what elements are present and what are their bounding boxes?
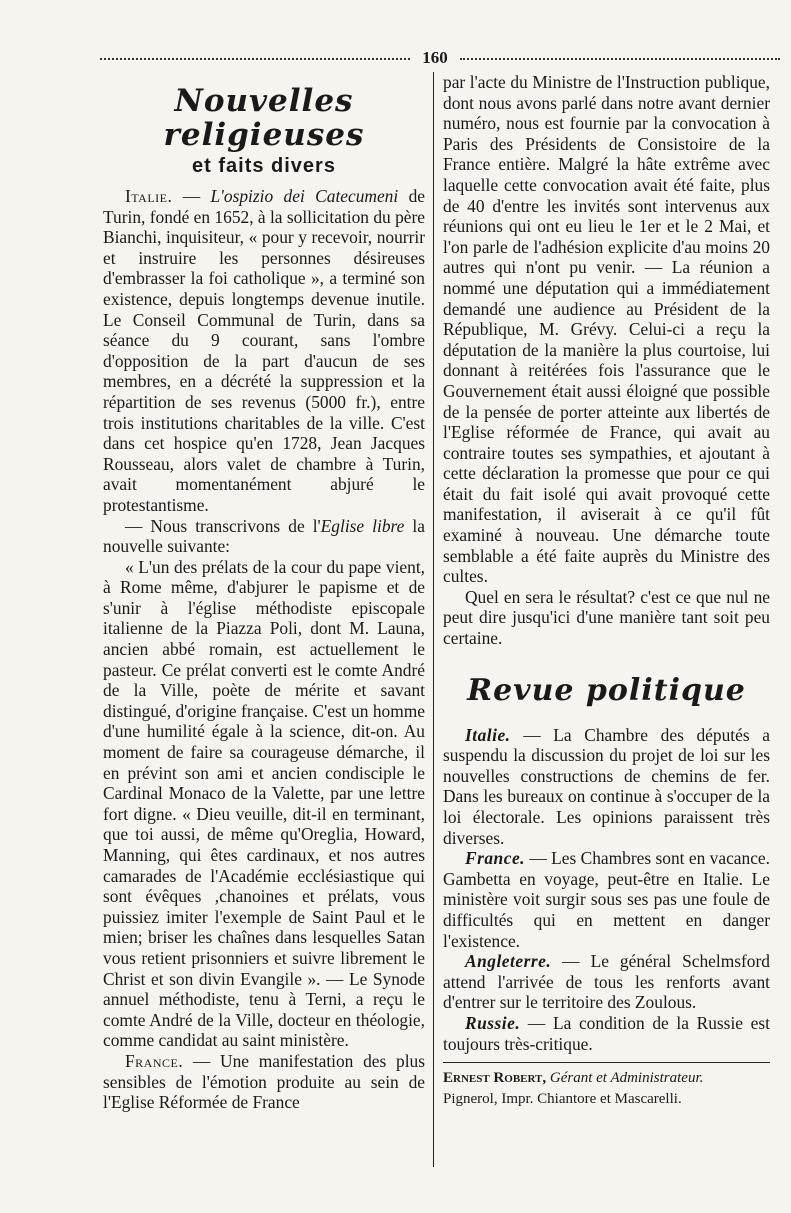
paragraph-eglise-libre: — Nous transcrivons de l'Eglise libre la nouvelle suivante: xyxy=(103,515,425,557)
page-number: 160 xyxy=(422,48,448,67)
italie-text: de Turin, fondé en 1652, à la sollicitation du père Bianchi, inquisiteur, « pour y recevoir, nourrir et instruire les personnes désireuses d'embrasser la foi catholique », a terminé son existence, depuis longtemps devenue inutile. Le Conseil Communal de Turin, dans sa séance du 9 courant, sans l'ombre d'opposition de la part d'aucun de ses membres, en a décrété la suppression et la répartition de ses revenus (5000 fr.), entre trois institutions charitables de la ville. C'est dans cet hospice qu'en 1728, Jean Jacques Rousseau, alors valet de chambre à Turin, avait momentanément abjuré le protestantisme. xyxy=(103,186,426,515)
page-header xyxy=(100,48,780,68)
header-rule-left xyxy=(100,58,410,60)
italic-eglise-libre: Eglise libre xyxy=(320,515,405,536)
politique-item-france: France. — Les Chambres sont en vacance. Gambetta en voyage, peut-être en Italie. Le ministère voit surgir sous ses pas une foule de difficultés qui en mettent en danger l'existence. xyxy=(443,848,770,951)
column-divider xyxy=(433,72,434,1167)
paragraph-france: France. — Une manifestation des plus sensibles de l'émotion produite au sein de l'Eglise Réformée de France xyxy=(103,1050,425,1113)
paragraph-italie: Italie. — L'ospizio dei Catecumeni de Turin, fondé en 1652, à la sollicitation du père Bianchi, inquisiteur, « pour y recevoir, nourrir et instruire les personnes désireuses d'embrasser la foi catholique », a terminé son existence, depuis longtemps devenue inutile. Le Conseil Communal de Turin, dans sa séance du 9 courant, sans l'ombre d'opposition de la part d'aucun de ses membres, en a décrété la suppression et la répartition de ses revenus (5000 fr.), entre trois institutions charitables de la ville. C'est dans cet hospice qu'en 1728, Jean Jacques Rousseau, alors valet de chambre à Turin, avait momentanément abjuré le protestantisme. xyxy=(103,186,426,515)
credit-role: Gérant et Administrateur. xyxy=(546,1070,704,1087)
country-label-italie: Italie. xyxy=(125,186,173,206)
credit-line xyxy=(443,1069,770,1088)
section-subtitle: et faits divers xyxy=(192,155,336,177)
paragraph-question: Quel en sera le résultat? c'est ce que nul ne peut dire jusqu'ici d'une manière tant soit peu certaine. xyxy=(443,586,770,649)
italic-ospizio: L'ospizio dei Catecumeni xyxy=(210,186,399,206)
politique-item-russie: Russie. — La condition de la Russie est toujours très-critique. xyxy=(443,1012,770,1054)
politique-item-angleterre: Angleterre. — Le général Schelmsford attend l'arrivée de tous les renforts avant d'entrer sur le territoire des Zoulous. xyxy=(443,951,770,1013)
section-title-nouvelles: Nouvelles religieuses xyxy=(163,83,365,153)
country-label: Italie. xyxy=(465,724,511,745)
country-label-france: France. xyxy=(125,1050,184,1071)
paragraph-continued: par l'acte du Ministre de l'Instruction publique, dont nous avons parlé dans notre avant dernier numéro, nous est fournie par la convocation à Paris des Présidents de Consistoire de la France entière. Malgré la hâte extrême avec laquelle cette convocation avait été faite, plus de 40 d'entre les invités sont intervenus aux réunions qui ont eu lieu le 1er et le 2 Mai, et l'on parle de l'adhésion explicite d'au moins 20 autres qui n'ont pu venir. — La réunion a nommé une députation qui a immédiatement demandé une audience au Président de la République, M. Grévy. Celui-ci a reçu la députation de la manière la plus courtoise, lui donnant à reitérées fois l'assurance que le Gouvernement était aussi éloigné que possible de la pensée de porter atteinte aux libertés de l'Eglise réformée de France, qui avait au contraire toutes ses sympathies, et ajoutant à cette déclaration la promesse que pour ce qui était du fait isolé qui avait provoqué cette manifestation, il aviserait à ce qu'il fût examiné à nouveau. Une démarche toute semblable a été faite auprès du Ministre des cultes. xyxy=(443,72,770,587)
country-label: Russie. xyxy=(465,1012,521,1033)
section-title-revue: Revue politique xyxy=(467,672,746,708)
paragraph-quote: « L'un des prélats de la cour du pape vient, à Rome même, d'abjurer le papisme et de s'unir à l'église méthodiste episcopale italienne de la Piazza Poli, dont M. Launa, ancien abbé romain, est actuellement le pasteur. Ce prélat converti est le comte André de la Ville, poète de mérite et savant distingué, d'origine française. C'est un homme d'une humilité égale à la science, dit-on. Au moment de faire sa courageuse démarche, il en prévint son ami et ancien condisciple le Cardinal Monaco de la Valette, par une lettre fort digne. « Dieu veuille, dit-il en terminant, que toi aussi, de même qu'Oreglia, Howard, Manning, qui êtes cardinaux, et nos autres camarades de l'Académie ecclésiastique qui sont évêques ,chanoines et prélats, vous puissiez imiter l'exemple de Saint Paul et le mien; briser les chaînes dans lesquelles Satan vous retient prisonniers et suivre librement le Christ et son divin Evangile ». — Le Synode annuel méthodiste, tenu à Terni, a reçu le comte André de la Ville, docteur en théologie, comme candidat au saint ministère. xyxy=(103,556,425,1051)
politique-item-italie: Italie. — La Chambre des députés a suspendu la discussion du projet de loi sur les nouvelles constructions de chemins de fer. Dans les bureaux on continue à s'occuper de la loi électorale. Les opinions paraissent très diverses. xyxy=(443,724,770,848)
imprint-line: Pignerol, Impr. Chiantore et Mascarelli. xyxy=(443,1091,682,1108)
credit-name: Ernest Robert, xyxy=(443,1070,547,1087)
country-label: Angleterre. xyxy=(465,951,552,972)
right-column xyxy=(443,72,770,1110)
credit-rule xyxy=(443,1062,770,1063)
country-label: France. xyxy=(465,848,526,869)
left-column xyxy=(103,72,425,1113)
header-rule-right xyxy=(460,58,780,60)
